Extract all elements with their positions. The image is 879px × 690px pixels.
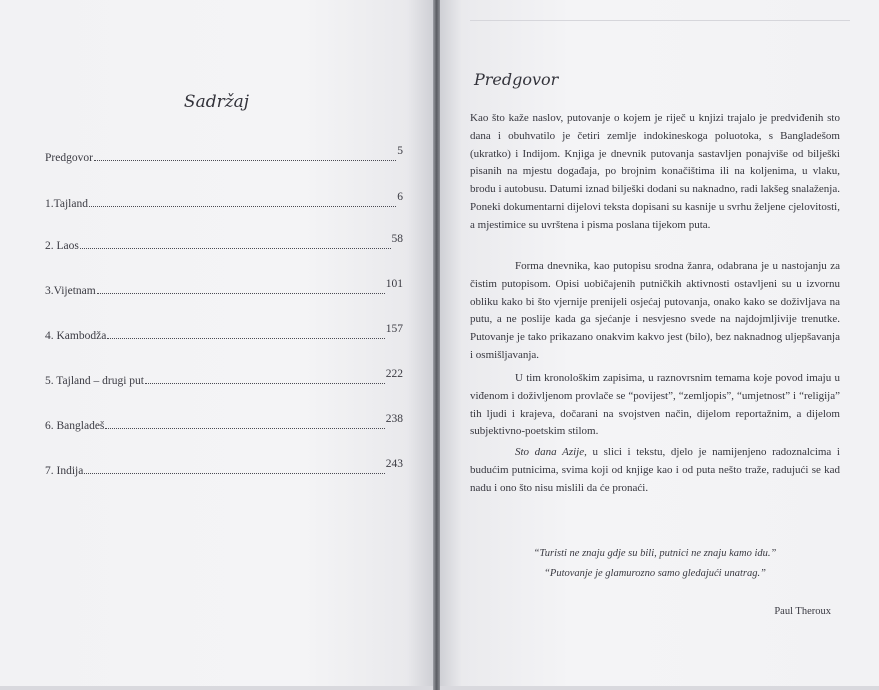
book-title-italic: Sto dana Azije <box>515 446 585 458</box>
toc-entry <box>45 233 403 252</box>
preface-paragraph-4 <box>470 444 840 497</box>
toc-entry <box>45 368 403 387</box>
dot-leader <box>80 247 391 249</box>
toc-entry-page: 5 <box>397 145 403 157</box>
toc-entry-label: 4. Kambodža <box>45 330 107 342</box>
preface-paragraph-4-text: , u slici i tekstu, djelo je namijenjeno radoznalcima i budućim putnicima, svima koji od knjige kao i od puta nešto traže, radujući se kad nadu i ono što nisu mislili da će pronaći. <box>470 446 840 494</box>
toc-entry-label: 6. Bangladeš <box>45 420 105 432</box>
quote-line-2: “Putovanje je glamurozno samo gledajući unatrag.” <box>544 568 766 579</box>
dot-leader <box>94 159 396 161</box>
preface-paragraph-2: Forma dnevnika, kao putopisu srodna žanra, odabrana je u nastojanju za čistim putopisom. Opisi uobičajenih putničkih aktivnosti ostavljeni su u izvornu obliku kako bi što vjernije prenijeli osjećaj putovanja, onako kako se doživljava na putu, a ne poslije kada ga sjećanje i nesvjesno svede na najdojmljivije trenutke. Putovanje je tako prikazano onakvim kakvo jest (bilo), bez naknadnog uljepšavanja i osmišljavanja. <box>470 260 840 361</box>
toc-entry-page: 157 <box>385 323 403 335</box>
toc-entry-label: 5. Tajland – drugi put <box>45 375 144 387</box>
preface-page <box>440 0 879 690</box>
dot-leader <box>89 205 396 207</box>
book-gutter <box>433 0 440 690</box>
toc-entry-page: 238 <box>385 413 403 425</box>
toc-entry <box>45 191 403 210</box>
dot-leader <box>84 472 384 474</box>
dot-leader <box>107 337 384 339</box>
toc-entry-label: 3.Vijetnam <box>45 285 96 297</box>
toc-page <box>0 0 433 690</box>
page-bottom-edge <box>440 686 879 690</box>
toc-entry <box>45 323 403 342</box>
toc-entry-page: 101 <box>385 278 403 290</box>
toc-entry-page: 58 <box>391 233 403 245</box>
running-head-rule <box>470 20 850 21</box>
page-bottom-edge <box>0 686 433 690</box>
preface-title: Predgovor <box>474 70 559 89</box>
dot-leader <box>97 292 385 294</box>
toc-entry <box>45 413 403 432</box>
toc-entry <box>45 458 403 477</box>
toc-entry-label: 1.Tajland <box>45 198 88 210</box>
dot-leader <box>145 382 385 384</box>
toc-entry <box>45 145 403 164</box>
toc-entry-page: 222 <box>385 368 403 380</box>
toc-entry-label: 7. Indija <box>45 465 84 477</box>
preface-paragraph-3: U tim kronološkim zapisima, u raznovrsnim temama koje povod imaju u viđenom i doživljenom provlače se “povijest”, “zemljopis”, “umjetnost” i “religija” tih ljudi i krajeva, dočarani na svojstven način, dijelom reportažnim, a dijelom subjektivno-poetskim stilom. <box>470 372 840 438</box>
toc-entry-page: 243 <box>385 458 403 470</box>
preface-paragraph-1: Kao što kaže naslov, putovanje o kojem je riječ u knjizi trajalo je predviđenih sto dana i obuhvatilo je četiri zemlje indokineskoga poluotoka, s Bangladešom (ukratko) i Indijom. Knjiga je dnevnik putovanja sastavljen ponajviše od bilješki pisanih na mjestu događaja, po brojnim konačištima ili na koljenima, u vlaku, brodu i autobusu. Datumi iznad bilješki dodani su naknadno, radi lakšeg snalaženja. Poneki dokumentarni dijelovi teksta dopisani su kasnije u svrhu željene cjelovitosti, a mjestimice su uvrštena i pisma poslana tijekom puta. <box>470 112 840 231</box>
quote-line-1: “Turisti ne znaju gdje su bili, putnici ne znaju kamo idu.” <box>533 548 777 559</box>
quote-author: Paul Theroux <box>774 606 831 617</box>
toc-entry-label: Predgovor <box>45 152 93 164</box>
toc-entry-page: 6 <box>397 191 403 203</box>
toc-title: Sadržaj <box>183 92 250 112</box>
toc-entry <box>45 278 403 297</box>
toc-entry-label: 2. Laos <box>45 240 79 252</box>
dot-leader <box>105 427 384 429</box>
